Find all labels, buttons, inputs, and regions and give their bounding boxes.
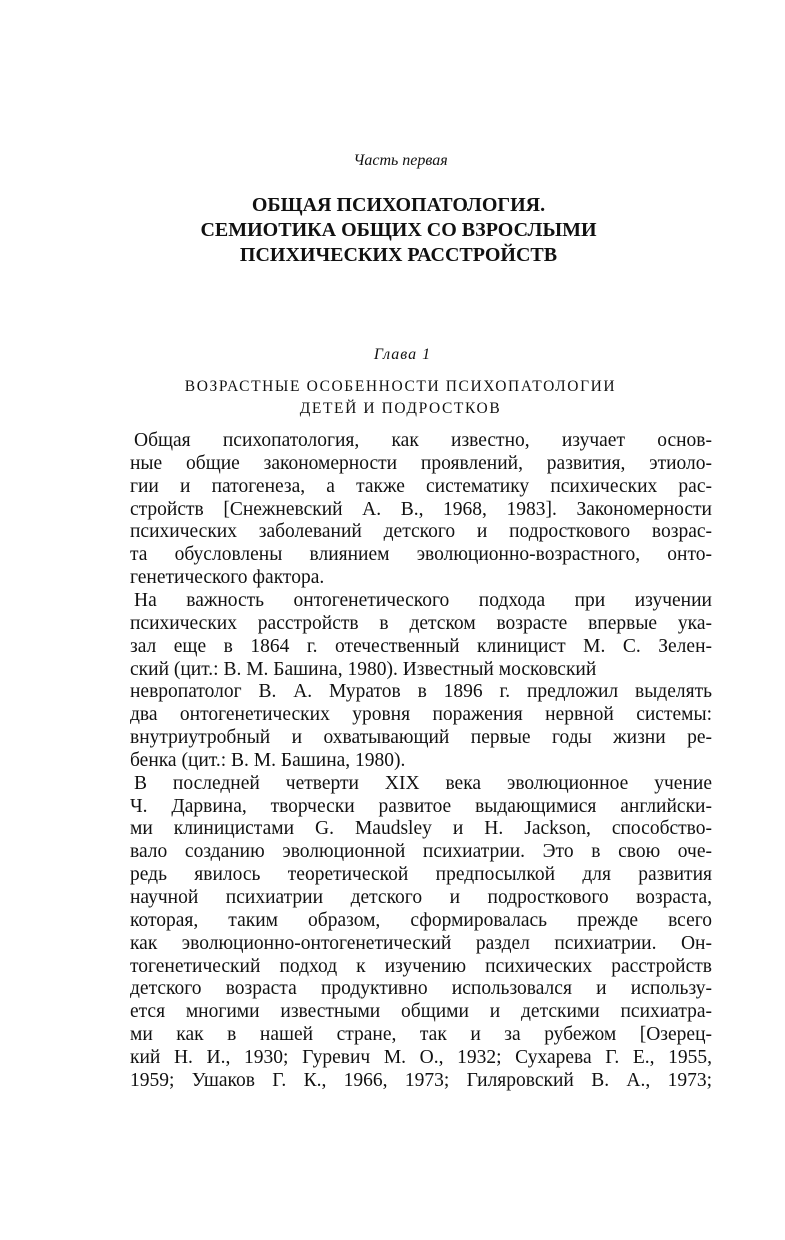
text-line: ми клиницистами G. Maudsley и H. Jackson, способство-	[130, 818, 712, 840]
text-line: которая, таким образом, сформировалась прежде всего	[130, 909, 712, 931]
text-line: Общая психопатология, как известно, изучает основ-	[134, 430, 712, 451]
text-line: стройств [Снежневский А. В., 1968, 1983]. Закономерности	[130, 498, 712, 520]
part-label: Часть первая	[353, 152, 448, 169]
text-line: психических заболеваний детского и подросткового возрас-	[130, 521, 712, 543]
chapter-label: Глава 1	[373, 346, 432, 363]
text-line: На важность онтогенетического подхода при изучении	[134, 589, 712, 611]
text-line: психических расстройств в детском возрасте впервые ука-	[130, 612, 712, 634]
text-line: гии и патогенеза, а также систематику психических рас-	[130, 475, 712, 497]
text-line: ется многими известными общими и детскими психиатра-	[130, 1001, 712, 1023]
text-line: кий Н. И., 1930; Гуревич М. О., 1932; Сухарева Г. Е., 1955,	[130, 1046, 712, 1068]
text-line: бенка (цит.: В. М. Башина, 1980).	[130, 749, 406, 771]
text-line: вало созданию эволюционной психиатрии. Это в свою оче-	[130, 841, 712, 863]
chapter-title-line-1: ВОЗРАСТНЫЕ ОСОБЕННОСТИ ПСИХОПАТОЛОГИИ	[184, 378, 617, 395]
part-title-line-2: СЕМИОТИКА ОБЩИХ СО ВЗРОСЛЫМИ	[200, 219, 597, 241]
text-line: ский (цит.: В. М. Башина, 1980). Известный московский	[130, 658, 597, 680]
text-line: научной психиатрии детского и подросткового возраста,	[130, 887, 712, 908]
text-line: та обусловлены влиянием эволюционно-возрастного, онто-	[130, 544, 712, 566]
part-title-line-3: ПСИХИЧЕСКИХ РАССТРОЙСТВ	[239, 244, 558, 266]
text-line: редь явилось теоретической предпосылкой для развития	[130, 864, 712, 886]
part-title-line-1: ОБЩАЯ ПСИХОПАТОЛОГИЯ.	[251, 194, 546, 216]
text-line: Ч. Дарвина, творчески развитое выдающимися английски-	[130, 795, 712, 817]
text-line: ми как в нашей стране, так и за рубежом [Озерец-	[130, 1024, 712, 1046]
text-line: 1959; Ушаков Г. К., 1966, 1973; Гиляровский В. А., 1973;	[130, 1069, 712, 1091]
text-line: невропатолог В. А. Муратов в 1896 г. предложил выделять	[130, 681, 712, 703]
text-line: детского возраста продуктивно использовался и использу-	[130, 978, 712, 1000]
text-line: ные общие закономерности проявлений, развития, этиоло-	[130, 452, 712, 474]
text-line: тогенетический подход к изучению психических расстройств	[130, 955, 712, 977]
text-line: зал еще в 1864 г. отечественный клиницист М. С. Зелен-	[130, 635, 712, 657]
text-line: внутриутробный и охватывающий первые годы жизни ре-	[130, 727, 712, 749]
text-line: как эволюционно-онтогенетический раздел психиатрии. Он-	[130, 932, 712, 954]
text-line: два онтогенетических уровня поражения нервной системы:	[130, 704, 712, 726]
text-line: В последней четверти XIX века эволюционное учение	[134, 772, 712, 794]
text-line: генетического фактора.	[130, 567, 325, 589]
chapter-title-line-2: ДЕТЕЙ И ПОДРОСТКОВ	[299, 400, 502, 417]
